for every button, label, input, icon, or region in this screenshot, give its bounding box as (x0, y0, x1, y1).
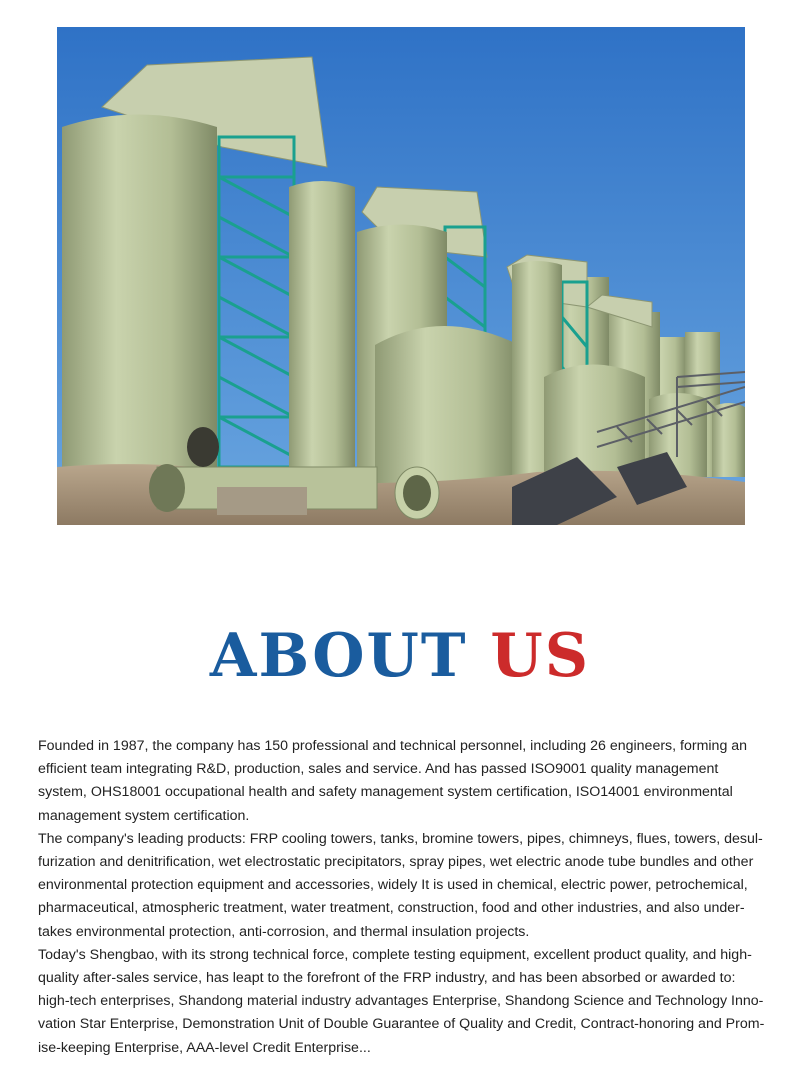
page-title (0, 620, 800, 692)
title-part-about: ABOUT (209, 621, 468, 691)
frp-tanks-illustration (57, 27, 745, 525)
paragraph-products: The company's leading products: FRP cooling towers, tanks, bromine towers, pipes, chimneys, flues, towers, desul-furization and denitrification, wet electrostatic precipitators, spray pipes, wet electric anode tube bundles and other environmental protection equipment and accessories, widely It is used in chemical, electric power, petrochemical, pharmaceutical, atmospheric treatment, water treatment, construction, food and other industries, and also under-takes environmental protection, anti-corrosion, and thermal insulation projects. (38, 830, 763, 940)
title-part-us: US (490, 621, 591, 691)
paragraph-company-intro: Founded in 1987, the company has 150 professional and technical personnel, including 26 engineers, forming an efficient team integrating R&D, production, sales and service. And has passed ISO9001 quality management system, OHS18001 occupational health and safety management system certification, ISO14001 environmental management system certification. (38, 738, 748, 824)
hero-photo-frp-tanks (57, 27, 745, 525)
paragraph-honors: Today's Shengbao, with its strong technical force, complete testing equipment, excellent product quality, and high-quality after-sales service, has leapt to the forefront of the FRP industry, and has been absorbed or awarded to: high-tech enterprises, Shandong material industry advantages Enterprise, Shandong Science and Technology Inno-vation Star Enterprise, Demonstration Unit of Double Guarantee of Quality and Credit, Contract-honoring and Prom-ise-keeping Enterprise, AAA-level Credit Enterprise... (38, 946, 765, 1056)
about-text (38, 735, 768, 1060)
